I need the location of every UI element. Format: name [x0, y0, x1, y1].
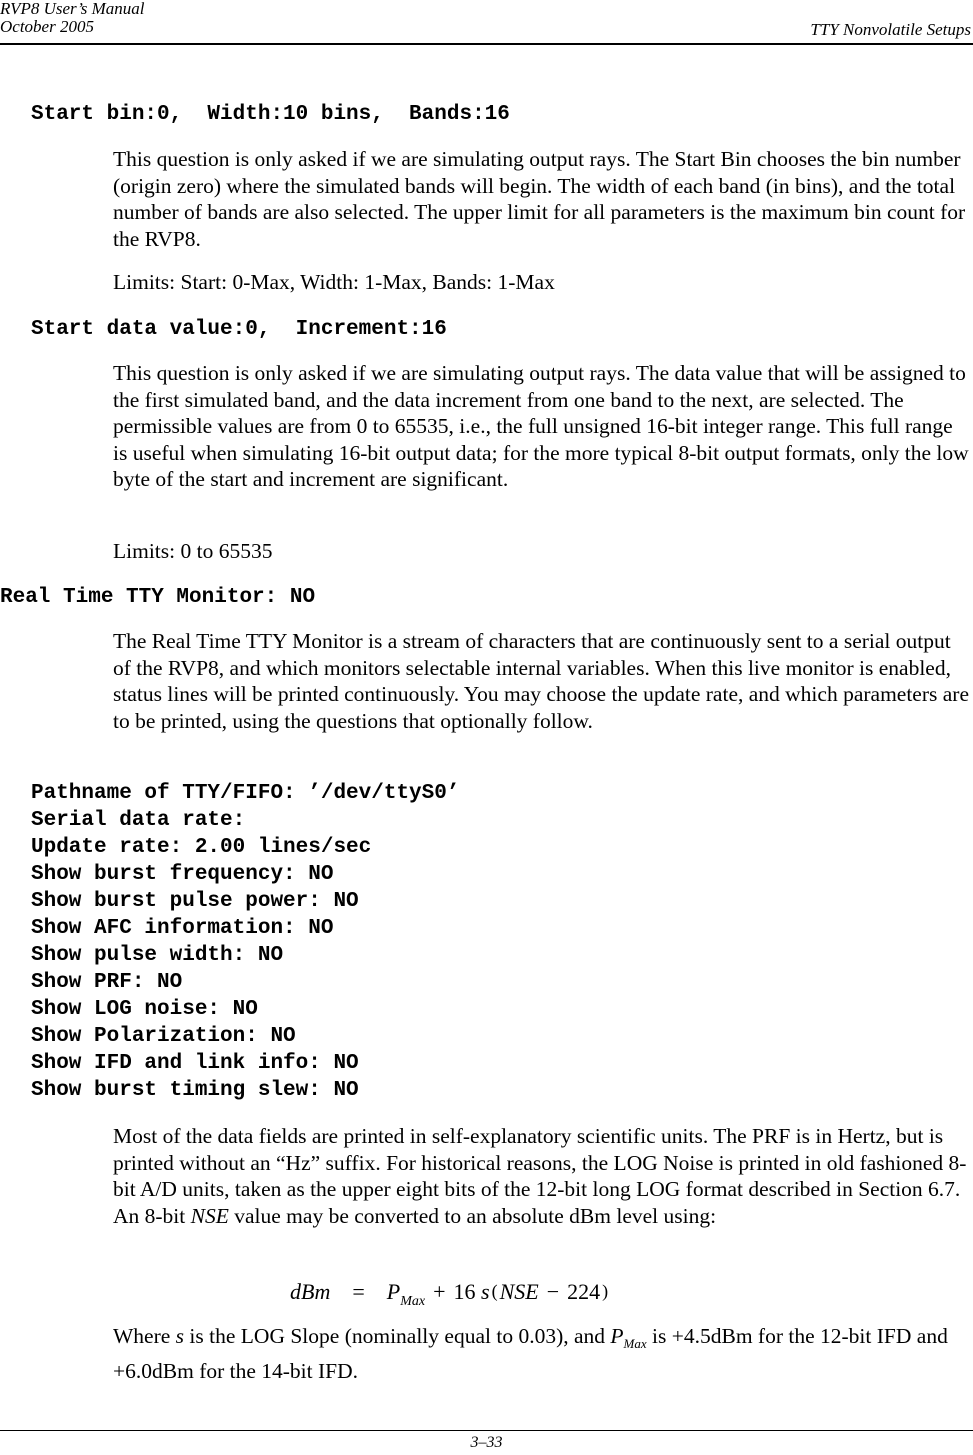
nse-term: NSE — [190, 1203, 229, 1228]
list-item: Show burst timing slew: NO — [31, 1079, 359, 1102]
list-item: Show Polarization: NO — [31, 1025, 296, 1048]
where-text-3: is +4.5dBm for the 12-bit IFD and +6.0dBm for the 14-bit IFD. — [113, 1324, 948, 1383]
limits-start-data: Limits: 0 to 65535 — [113, 539, 273, 563]
where-pmax — [610, 1324, 647, 1351]
manual-date: October 2005 — [0, 17, 94, 36]
formula-coef: 16 — [453, 1279, 476, 1304]
page-header-left — [0, 0, 145, 36]
question-start-bin: Start bin:0, Width:10 bins, Bands:16 — [31, 103, 510, 126]
header-rule — [0, 43, 973, 45]
list-item: Show pulse width: NO — [31, 944, 284, 967]
formula-equals: = — [352, 1279, 365, 1304]
manual-title: RVP8 User’s Manual — [0, 0, 145, 18]
formula-plus: + — [433, 1279, 446, 1304]
where-text: Where — [113, 1324, 176, 1348]
list-item: Serial data rate: — [31, 809, 246, 832]
paragraph-start-bin: This question is only asked if we are simulating output rays. The Start Bin chooses the bin number (origin zero) where the simulated bands will begin. The width of each band (in bins), and the total number of bands are also selected. The upper limit for all parameters is the maximum bin count for the RVP8. — [113, 147, 966, 251]
list-item: Show AFC information: NO — [31, 917, 334, 940]
paragraph-start-data: This question is only asked if we are simulating output rays. The data value that will be assigned to the first simulated band, and the data increment from one band to the next, are selected. The permissible values are from 0 to 65535, i.e., the full unsigned 16-bit integer range. This full range is useful when simulating 16-bit output data; for the more typical 8-bit output formats, only the low byte of the start and increment are significant. — [113, 361, 969, 491]
limits-start-bin: Limits: Start: 0-Max, Width: 1-Max, Bands: 1-Max — [113, 270, 555, 294]
list-item: Pathname of TTY/FIFO: ’/dev/ttyS0’ — [31, 782, 460, 805]
formula-rparen: ) — [602, 1281, 609, 1301]
where-p-sub: Max — [623, 1336, 647, 1351]
monitor-question-list — [31, 780, 459, 1104]
where-s: s — [175, 1324, 185, 1348]
paragraph-where — [113, 1323, 971, 1384]
footer-rule — [0, 1430, 973, 1431]
list-item: Show IFD and link info: NO — [31, 1052, 359, 1075]
page-number: 3–33 — [470, 1434, 503, 1451]
formula-p-sub: Max — [400, 1294, 426, 1309]
paragraph-data-fields — [113, 1123, 971, 1229]
section-title: TTY Nonvolatile Setups — [810, 20, 971, 39]
list-item: Update rate: 2.00 lines/sec — [31, 836, 372, 859]
formula-lhs: dBm — [290, 1279, 331, 1304]
dbm-formula — [290, 1276, 610, 1317]
formula-lparen: ( — [491, 1281, 498, 1301]
question-rt-monitor: Real Time TTY Monitor: NO — [0, 586, 316, 609]
formula-s: s — [481, 1279, 490, 1304]
list-item: Show LOG noise: NO — [31, 998, 258, 1021]
where-text-2: is the LOG Slope (nominally equal to 0.03), and — [184, 1324, 611, 1348]
formula-const: 224 — [567, 1279, 601, 1304]
list-item: Show burst pulse power: NO — [31, 890, 359, 913]
where-p: P — [610, 1324, 624, 1348]
data-fields-text-end: value may be converted to an absolute dBm level using: — [228, 1203, 717, 1228]
formula-p: P — [386, 1279, 401, 1304]
list-item: Show PRF: NO — [31, 971, 183, 994]
formula-minus: − — [546, 1279, 560, 1304]
list-item: Show burst frequency: NO — [31, 863, 334, 886]
formula-nse: NSE — [499, 1279, 539, 1304]
question-start-data: Start data value:0, Increment:16 — [31, 318, 447, 341]
data-fields-text: Most of the data fields are printed in self-explanatory scientific units. The PRF is in Hertz, but is printed without an “Hz” suffix. For historical reasons, the LOG Noise is printed in old fashioned 8-bit A/D units, taken as the upper eight bits of the 12-bit long LOG format described in Section 6.7. An 8-bit — [113, 1124, 967, 1228]
paragraph-rt-monitor: The Real Time TTY Monitor is a stream of characters that are continuously sent to a serial output of the RVP8, and which monitors selectable internal variables. When this live monitor is enabled, status lines will be printed continuously. You may choose the update rate, and which parameters are to be printed, using the questions that optionally follow. — [113, 629, 970, 733]
